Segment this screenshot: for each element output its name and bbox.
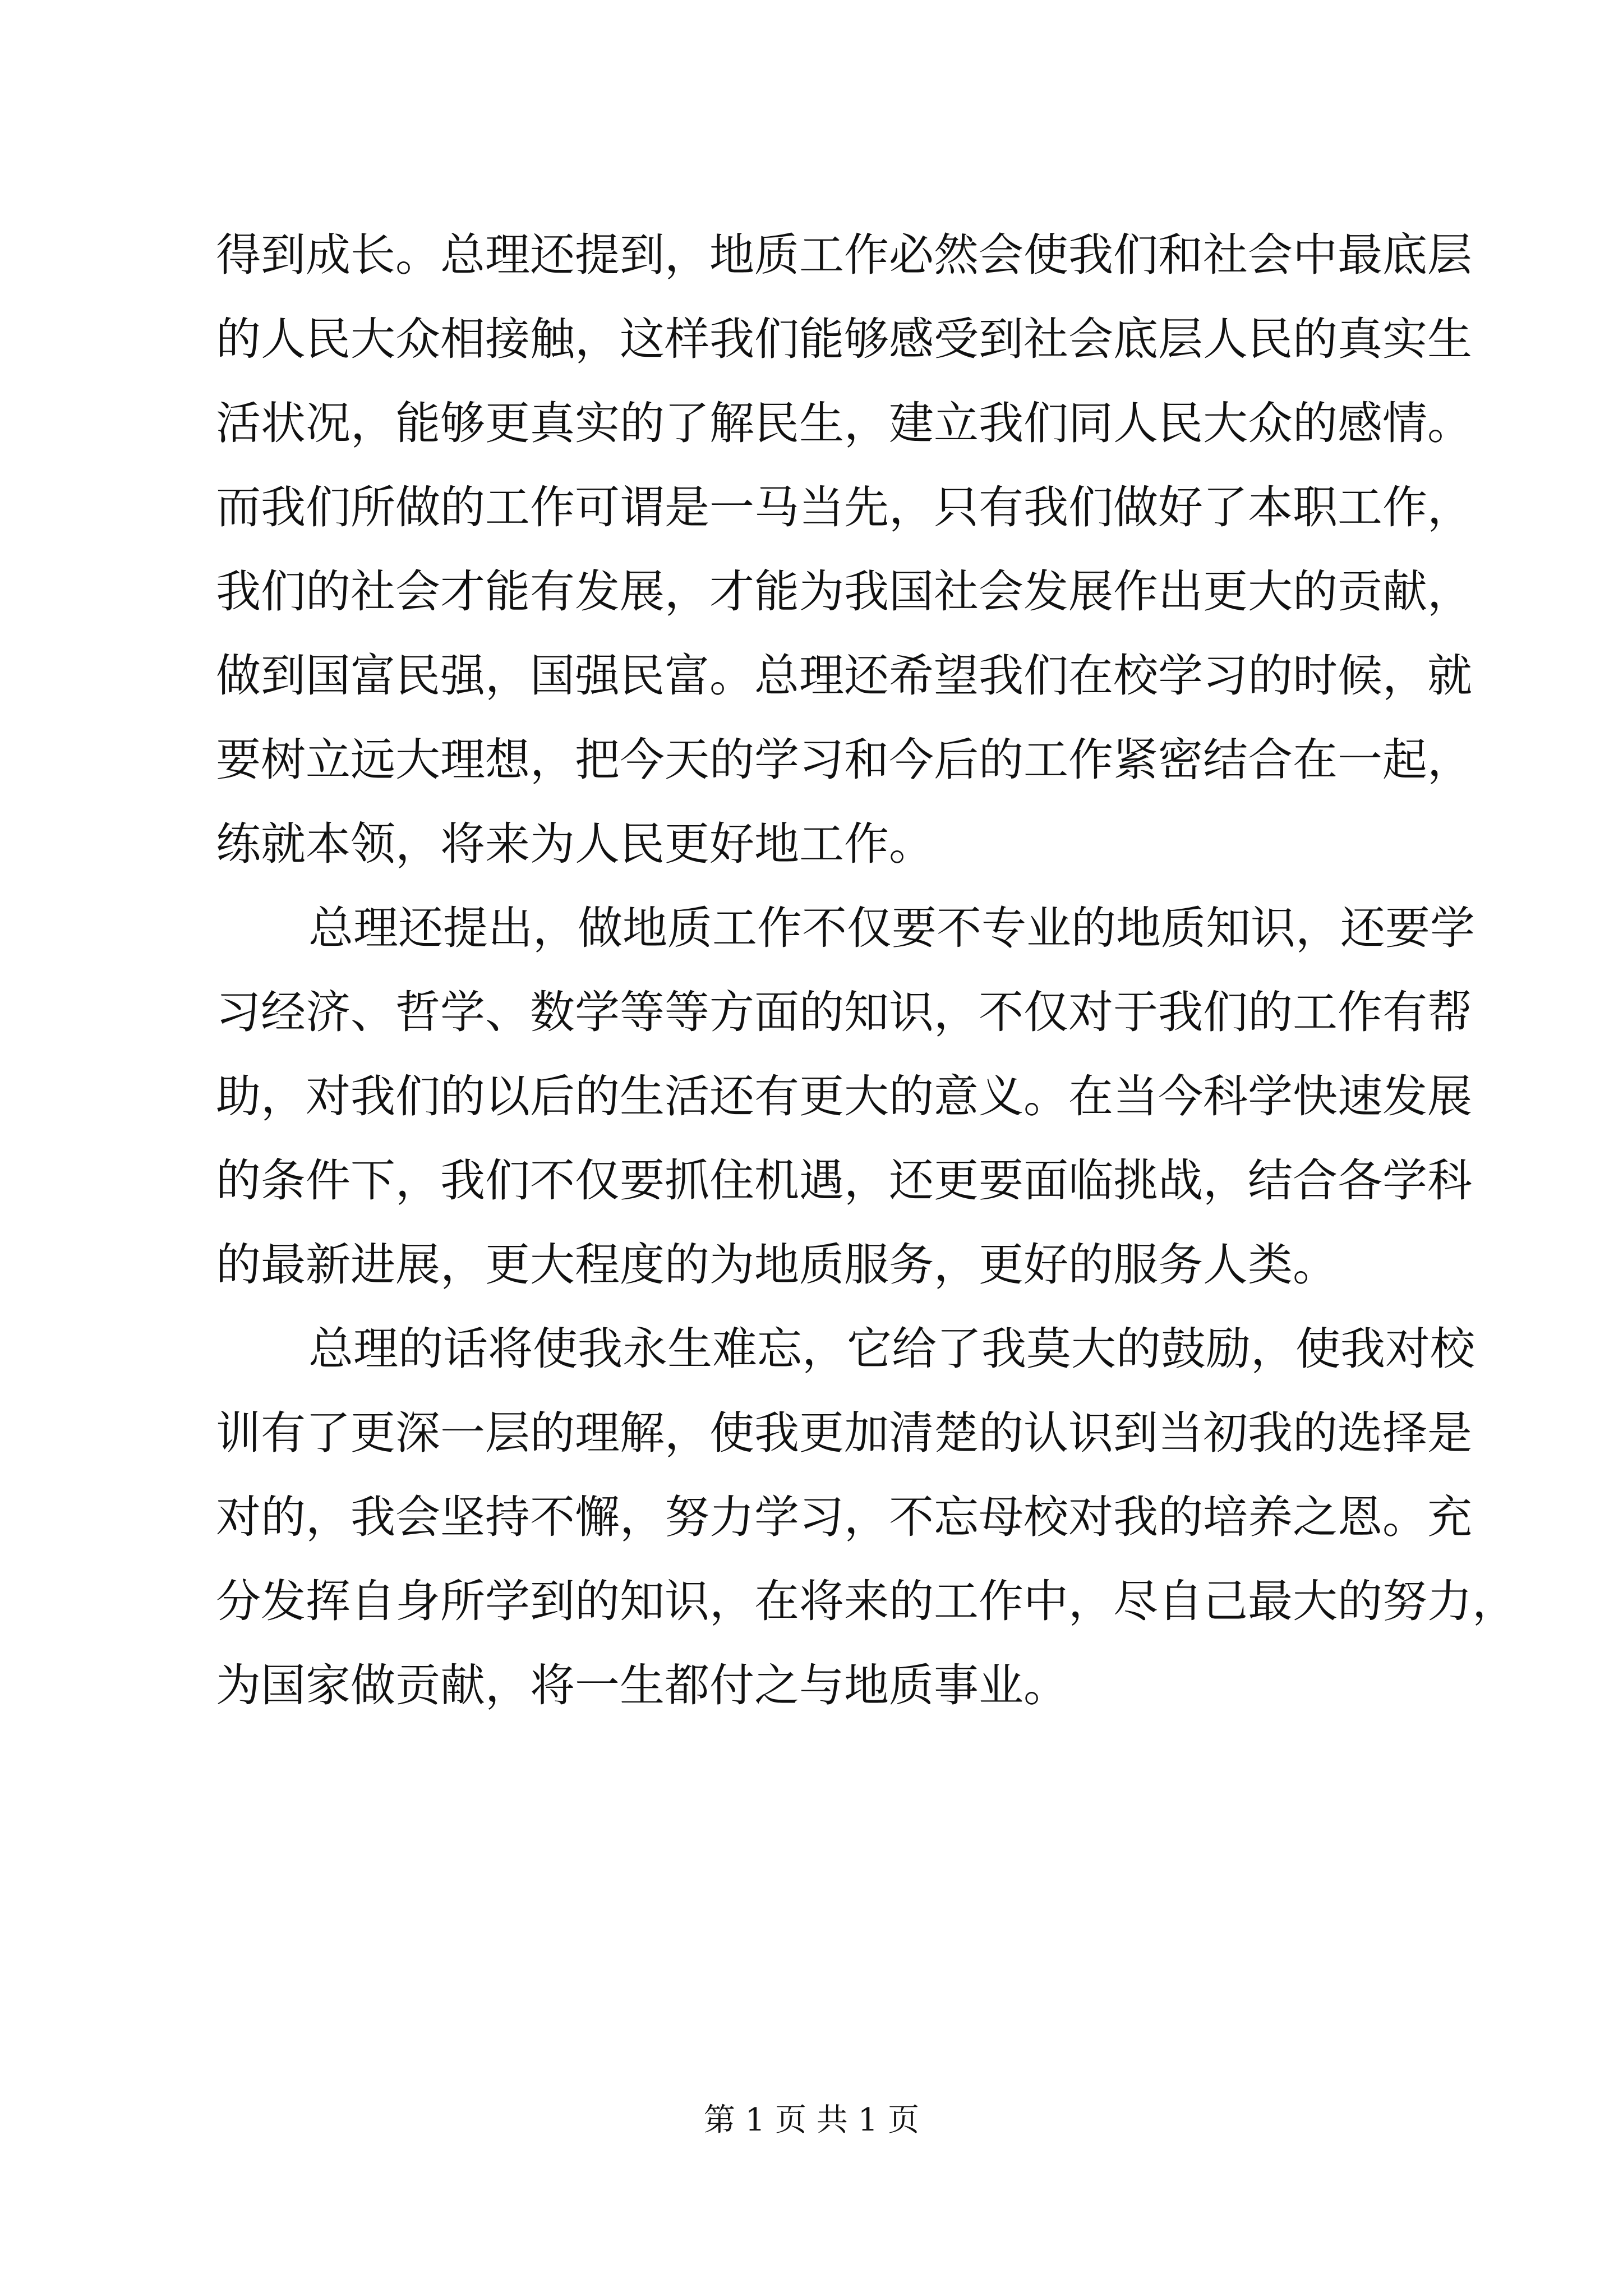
paragraph-line: 我们的社会才能有发展，才能为我国社会发展作出更大的贡献， bbox=[216, 565, 1472, 618]
paragraph-line: 训有了更深一层的理解，使我更加清楚的认识到当初我的选择是 bbox=[216, 1407, 1472, 1459]
paragraph-line: 的条件下，我们不仅要抓住机遇，还更要面临挑战，结合各学科 bbox=[216, 1154, 1472, 1207]
paragraph-line: 助，对我们的以后的生活还有更大的意义。在当今科学快速发展 bbox=[216, 1070, 1472, 1122]
paragraph-line: 活状况，能够更真实的了解民生，建立我们同人民大众的感情。 bbox=[216, 397, 1472, 449]
paragraph-line: 对的，我会坚持不懈，努力学习，不忘母校对我的培养之恩。充 bbox=[216, 1491, 1472, 1543]
paragraph-line: 习经济、哲学、数学等等方面的知识，不仅对于我们的工作有帮 bbox=[216, 986, 1472, 1038]
paragraph-line: 而我们所做的工作可谓是一马当先，只有我们做好了本职工作， bbox=[216, 481, 1472, 533]
paragraph-line: 的最新进展，更大程度的为地质服务，更好的服务人类。 bbox=[216, 1239, 1338, 1291]
paragraph-line: 得到成长。总理还提到，地质工作必然会使我们和社会中最底层 bbox=[216, 229, 1472, 281]
paragraph-line: 分发挥自身所学到的知识，在将来的工作中，尽自己最大的努力， bbox=[216, 1575, 1517, 1627]
paragraph-line: 练就本领，将来为人民更好地工作。 bbox=[216, 818, 934, 870]
paragraph-line: 要树立远大理想，把今天的学习和今后的工作紧密结合在一起， bbox=[216, 734, 1472, 786]
paragraph-line: 总理的话将使我永生难忘，它给了我莫大的鼓励，使我对校 bbox=[308, 1323, 1475, 1375]
paragraph-line: 的人民大众相接触，这样我们能够感受到社会底层人民的真实生 bbox=[216, 313, 1472, 365]
paragraph-line: 为国家做贡献，将一生都付之与地质事业。 bbox=[216, 1659, 1068, 1711]
body-text bbox=[216, 213, 1517, 1728]
page-number-footer: 第 1 页 共 1 页 bbox=[703, 2102, 920, 2138]
paragraph-line: 总理还提出，做地质工作不仅要不专业的地质知识，还要学 bbox=[308, 902, 1475, 954]
paragraph-line: 做到国富民强，国强民富。总理还希望我们在校学习的时候，就 bbox=[216, 650, 1472, 702]
